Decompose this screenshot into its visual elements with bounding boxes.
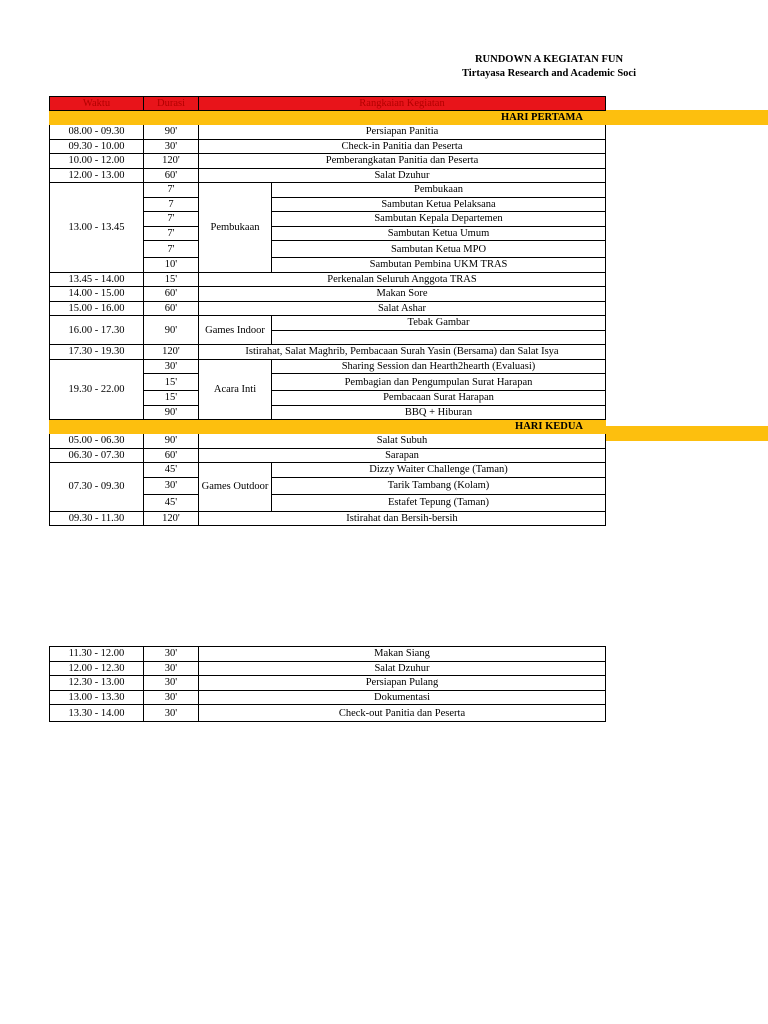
- day2-label: HARI KEDUA: [50, 420, 606, 434]
- time-cell: 13.45 - 14.00: [50, 272, 144, 287]
- time-cell: 07.30 - 09.30: [50, 463, 144, 512]
- activity-cell: Perkenalan Seluruh Anggota TRAS: [199, 272, 606, 287]
- time-cell: 13.30 - 14.00: [50, 705, 144, 722]
- duration-cell: 60': [144, 168, 199, 183]
- activity-cell: Dokumentasi: [199, 690, 606, 705]
- rundown-table: [49, 96, 606, 526]
- duration-cell: 60': [144, 448, 199, 463]
- activity-cell: Pembukaan: [272, 183, 606, 198]
- day1-row: [50, 111, 606, 125]
- activity-cell: Pembagian dan Pengumpulan Surat Harapan: [272, 374, 606, 391]
- activity-cell: Istirahat, Salat Maghrib, Pembacaan Surah Yasin (Bersama) dan Salat Isya: [199, 345, 606, 360]
- table-row: [50, 316, 606, 331]
- activity-cell: Tebak Gambar: [272, 316, 606, 331]
- duration-cell: 45': [144, 463, 199, 478]
- duration-cell: 90': [144, 125, 199, 140]
- group-cell-acara-inti: Acara Inti: [199, 359, 272, 420]
- table-row: [50, 647, 606, 662]
- activity-cell: Pemberangkatan Panitia dan Peserta: [199, 154, 606, 169]
- activity-cell: Check-in Panitia dan Peserta: [199, 139, 606, 154]
- activity-cell: Sharing Session dan Hearth2hearth (Evaluasi): [272, 359, 606, 374]
- table-row: [50, 287, 606, 302]
- activity-cell: Tarik Tambang (Kolam): [272, 477, 606, 494]
- time-cell: 06.30 - 07.30: [50, 448, 144, 463]
- time-cell: 16.00 - 17.30: [50, 316, 144, 345]
- time-cell: 13.00 - 13.30: [50, 690, 144, 705]
- duration-cell: 7': [144, 183, 199, 198]
- time-cell: 19.30 - 22.00: [50, 359, 144, 420]
- duration-cell: 30': [144, 139, 199, 154]
- duration-cell: 30': [144, 359, 199, 374]
- time-cell: 13.00 - 13.45: [50, 183, 144, 273]
- activity-cell: Salat Dzuhur: [199, 661, 606, 676]
- activity-cell: Salat Subuh: [199, 434, 606, 449]
- rundown-table-continued: [49, 646, 606, 722]
- time-cell: 05.00 - 06.30: [50, 434, 144, 449]
- time-cell: 12.00 - 12.30: [50, 661, 144, 676]
- activity-cell: Pembacaan Surat Harapan: [272, 391, 606, 406]
- duration-cell: 30': [144, 661, 199, 676]
- table-row: [50, 125, 606, 140]
- duration-cell: 90': [144, 405, 199, 420]
- day1-banner-extension: [605, 110, 768, 125]
- table-row: [50, 705, 606, 722]
- activity-cell: Sambutan Ketua Pelaksana: [272, 197, 606, 212]
- table-row: [50, 448, 606, 463]
- duration-cell: 60': [144, 287, 199, 302]
- table-row: [50, 154, 606, 169]
- activity-cell: Sambutan Pembina UKM TRAS: [272, 258, 606, 273]
- table-row: [50, 511, 606, 526]
- time-cell: 15.00 - 16.00: [50, 301, 144, 316]
- activity-cell: Estafet Tepung (Taman): [272, 494, 606, 511]
- activity-cell: Sambutan Ketua Umum: [272, 226, 606, 241]
- activity-cell: Sambutan Kepala Departemen: [272, 212, 606, 227]
- activity-cell: Check-out Panitia dan Peserta: [199, 705, 606, 722]
- time-cell: 12.00 - 13.00: [50, 168, 144, 183]
- activity-cell: BBQ + Hiburan: [272, 405, 606, 420]
- duration-cell: 7: [144, 197, 199, 212]
- group-cell-games-outdoor: Games Outdoor: [199, 463, 272, 512]
- table-row: [50, 139, 606, 154]
- activity-cell: Sambutan Ketua MPO: [272, 241, 606, 258]
- time-cell: 08.00 - 09.30: [50, 125, 144, 140]
- activity-cell: Salat Dzuhur: [199, 168, 606, 183]
- document-subtitle: Tirtayasa Research and Academic Soci: [461, 68, 637, 79]
- duration-cell: 120': [144, 154, 199, 169]
- time-cell: 09.30 - 10.00: [50, 139, 144, 154]
- table-row: [50, 272, 606, 287]
- col-durasi: Durasi: [144, 97, 199, 111]
- time-cell: 17.30 - 19.30: [50, 345, 144, 360]
- table-row: [50, 661, 606, 676]
- duration-cell: 90': [144, 316, 199, 345]
- duration-cell: 30': [144, 690, 199, 705]
- day2-row: [50, 420, 606, 434]
- time-cell: 11.30 - 12.00: [50, 647, 144, 662]
- duration-cell: 60': [144, 301, 199, 316]
- time-cell: 14.00 - 15.00: [50, 287, 144, 302]
- activity-cell: Persiapan Pulang: [199, 676, 606, 691]
- duration-cell: 120': [144, 511, 199, 526]
- table-row: [50, 183, 606, 198]
- group-cell-games-indoor: Games Indoor: [199, 316, 272, 345]
- activity-cell: Makan Sore: [199, 287, 606, 302]
- day1-label: HARI PERTAMA: [50, 111, 606, 125]
- duration-cell: 45': [144, 494, 199, 511]
- table-row: [50, 345, 606, 360]
- table-row: [50, 301, 606, 316]
- table-row: [50, 690, 606, 705]
- time-cell: 12.30 - 13.00: [50, 676, 144, 691]
- duration-cell: 7': [144, 212, 199, 227]
- activity-cell: Makan Siang: [199, 647, 606, 662]
- activity-cell: [272, 330, 606, 345]
- table-row: [50, 463, 606, 478]
- col-waktu: Waktu: [50, 97, 144, 111]
- activity-cell: Sarapan: [199, 448, 606, 463]
- activity-cell: Dizzy Waiter Challenge (Taman): [272, 463, 606, 478]
- day2-banner-extension: [605, 426, 768, 441]
- duration-cell: 15': [144, 391, 199, 406]
- time-cell: 10.00 - 12.00: [50, 154, 144, 169]
- col-kegiatan: Rangkaian Kegiatan: [199, 97, 606, 111]
- table-row: [50, 676, 606, 691]
- duration-cell: 7': [144, 241, 199, 258]
- duration-cell: 120': [144, 345, 199, 360]
- activity-cell: Persiapan Panitia: [199, 125, 606, 140]
- activity-cell: Istirahat dan Bersih-bersih: [199, 511, 606, 526]
- duration-cell: 30': [144, 676, 199, 691]
- duration-cell: 90': [144, 434, 199, 449]
- table-row: [50, 168, 606, 183]
- duration-cell: 30': [144, 647, 199, 662]
- duration-cell: 30': [144, 705, 199, 722]
- duration-cell: 15': [144, 272, 199, 287]
- group-cell-pembukaan: Pembukaan: [199, 183, 272, 273]
- duration-cell: 10': [144, 258, 199, 273]
- table-row: [50, 434, 606, 449]
- duration-cell: 7': [144, 226, 199, 241]
- document-title: RUNDOWN A KEGIATAN FUN: [474, 54, 624, 65]
- duration-cell: 15': [144, 374, 199, 391]
- time-cell: 09.30 - 11.30: [50, 511, 144, 526]
- header-row: [50, 97, 606, 111]
- activity-cell: Salat Ashar: [199, 301, 606, 316]
- table-row: [50, 359, 606, 374]
- duration-cell: 30': [144, 477, 199, 494]
